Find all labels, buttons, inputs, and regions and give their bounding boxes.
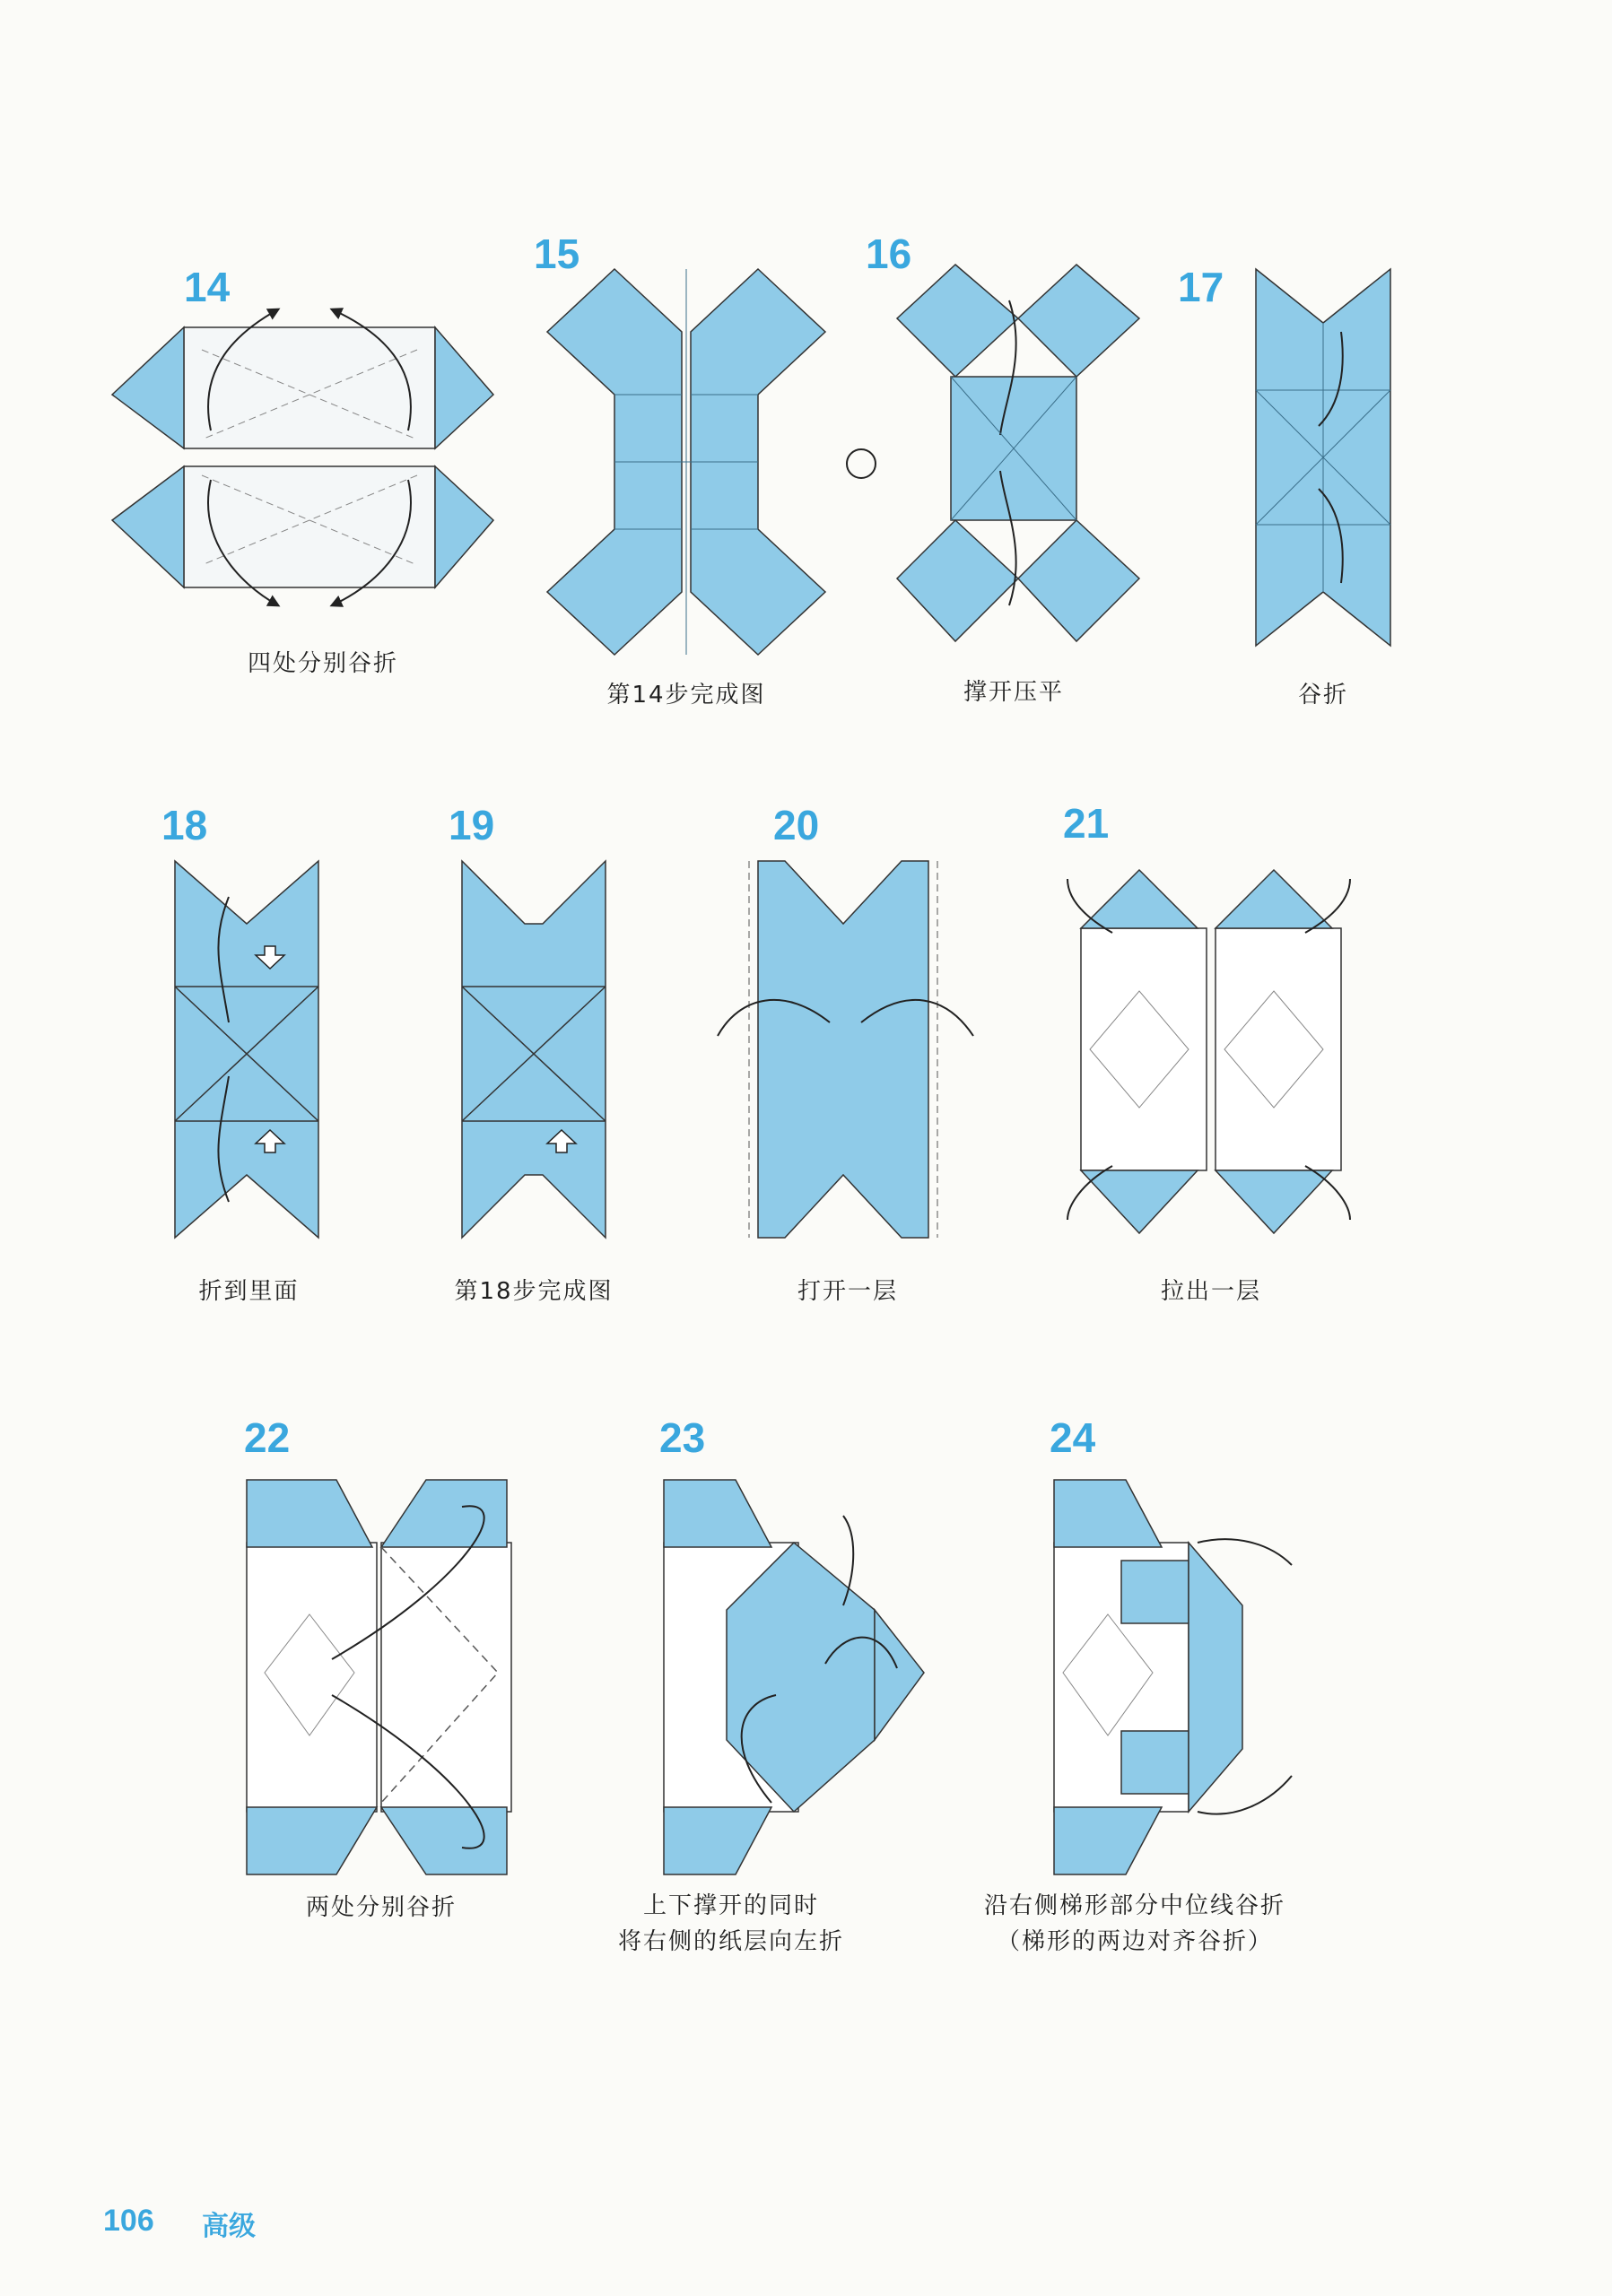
step-number: 23 bbox=[659, 1414, 706, 1461]
step-caption: 两处分别谷折 bbox=[305, 1894, 457, 1921]
step-number: 21 bbox=[1063, 800, 1110, 847]
step-22-diagram bbox=[247, 1480, 516, 1874]
step-number: 15 bbox=[534, 230, 580, 277]
step-20-diagram bbox=[668, 861, 991, 1238]
step-caption: 沿右侧梯形部分中位线谷折 （梯形的两边对齐谷折） bbox=[983, 1892, 1285, 1956]
step-number: 20 bbox=[773, 802, 820, 848]
step-number: 16 bbox=[866, 230, 912, 277]
page-number: 106 bbox=[103, 2204, 154, 2238]
step-17-diagram bbox=[1256, 269, 1390, 646]
step-23-diagram bbox=[664, 1480, 951, 1874]
step-21-diagram bbox=[1063, 861, 1359, 1238]
step-caption: 撑开压平 bbox=[963, 679, 1064, 706]
step-18-diagram bbox=[175, 861, 318, 1238]
step-number: 22 bbox=[244, 1414, 291, 1461]
step-number: 17 bbox=[1178, 264, 1224, 310]
step-number: 19 bbox=[449, 802, 495, 848]
step-caption: 打开一层 bbox=[797, 1278, 898, 1305]
step-caption: 第14步完成图 bbox=[606, 682, 766, 709]
step-caption: 谷折 bbox=[1297, 682, 1348, 709]
step-16-diagram bbox=[825, 265, 1148, 650]
step-caption: 四处分别谷折 bbox=[247, 650, 398, 677]
step-caption: 拉出一层 bbox=[1160, 1278, 1261, 1305]
step-number: 24 bbox=[1050, 1414, 1096, 1461]
section-label: 高级 bbox=[202, 2211, 256, 2242]
step-number: 14 bbox=[184, 264, 231, 310]
step-caption: 第18步完成图 bbox=[454, 1278, 614, 1305]
step-15-diagram bbox=[547, 269, 825, 655]
step-number: 18 bbox=[161, 802, 208, 848]
step-19-diagram bbox=[462, 861, 606, 1238]
step-caption: 上下撑开的同时 将右侧的纸层向左折 bbox=[617, 1892, 844, 1956]
step-24-diagram bbox=[1054, 1480, 1314, 1874]
step-caption: 折到里面 bbox=[198, 1278, 300, 1305]
step-14-diagram bbox=[112, 296, 507, 619]
